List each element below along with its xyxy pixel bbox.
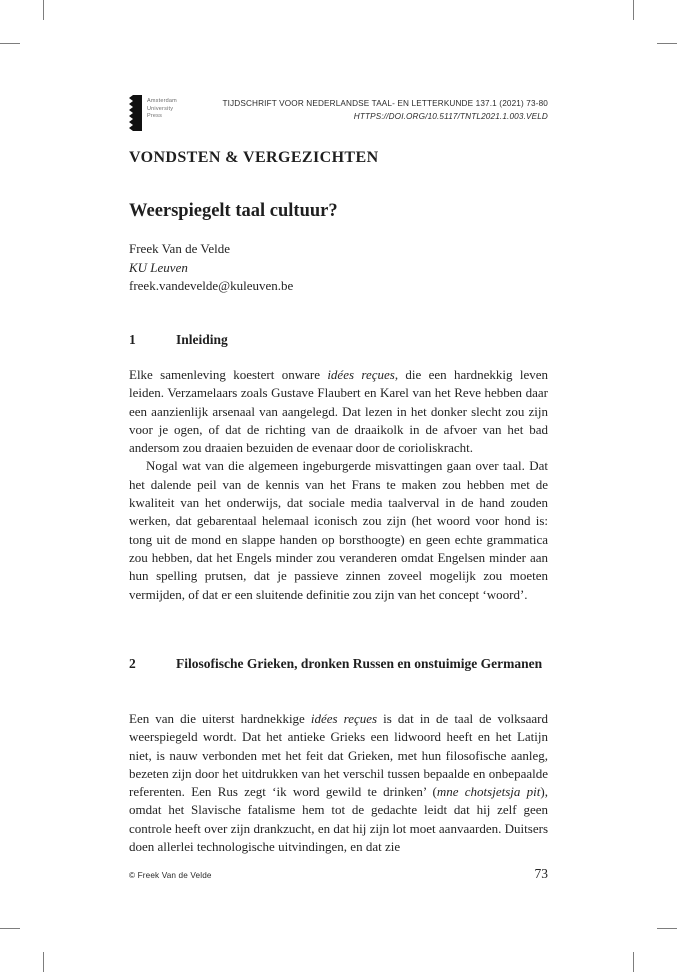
crop-mark-bottom-left-vertical bbox=[43, 952, 44, 972]
crop-mark-bottom-right-vertical bbox=[633, 952, 634, 972]
doi-line: HTTPS://DOI.ORG/10.5117/TNTL2021.1.003.VELD bbox=[353, 112, 548, 121]
section-number: 1 bbox=[129, 332, 136, 347]
section-number: 2 bbox=[129, 656, 136, 671]
section-title: Filosofische Grieken, dronken Russen en onstuimige Germanen bbox=[176, 656, 543, 671]
rubric-label: VONDSTEN & VERGEZICHTEN bbox=[129, 149, 379, 166]
article-title: Weerspiegelt taal cultuur? bbox=[129, 201, 338, 221]
paragraph: Een van die uiterst hardnekkige idées reçues is dat in de taal de volksaard weerspiegeld wordt. Dat het antieke Grieks een lidwoord heeft en het Latijn niet, is nauw verbonden met het feit dat Grieken, met hun filosofische aanleg, bezeten zijn door het uitdrukken van het verschil tussen bepaalde en onbepaalde referenten. Een Rus zegt ‘ik word gewild te drinken’ (mne chotsjetsja pit), omdat het Slavische fatalisme hem tot de gedachte leidt dat hij zelf geen controle heeft over zijn drankzucht, en dat hij zijn lot moet aanvaarden. Duitsers doen allerlei technologische uitvindingen, en dat zie bbox=[129, 711, 548, 855]
publisher-name bbox=[147, 95, 177, 121]
section-heading-2 bbox=[129, 653, 548, 676]
crop-mark-top-right-vertical bbox=[633, 0, 634, 20]
section-heading-1 bbox=[129, 329, 548, 352]
publisher-logo-icon bbox=[129, 95, 142, 131]
journal-header-info bbox=[222, 95, 548, 123]
author-email: freek.vandevelde@kuleuven.be bbox=[129, 278, 294, 294]
page-footer bbox=[129, 866, 548, 882]
section-body-2 bbox=[129, 710, 548, 856]
paragraph: Elke samenleving koestert onware idées reçues, die een hardnekkig leven leiden. Verzamelaars zoals Gustave Flaubert en Karel van het Reve hebben daar een aanzienlijk arsenaal van aangelegd. Dat lezen in het donker slecht zou zijn voor je ogen, of dat de richting van de draaikolk in de afvoer van het bad andersom zou draaien bezuiden de evenaar door de corioliskracht. bbox=[129, 367, 548, 456]
journal-citation-line: TIJDSCHRIFT VOOR NEDERLANDSE TAAL- EN LETTERKUNDE 137.1 (2021) 73-80 bbox=[222, 99, 548, 108]
copyright-notice: © Freek Van de Velde bbox=[129, 871, 212, 880]
author-affiliation: KU Leuven bbox=[129, 259, 188, 275]
section-title: Inleiding bbox=[176, 332, 228, 347]
crop-mark-top-left-horizontal bbox=[0, 43, 20, 44]
crop-mark-bottom-right-horizontal bbox=[657, 928, 677, 929]
author-name: Freek Van de Velde bbox=[129, 241, 230, 256]
paragraph: Nogal wat van die algemeen ingeburgerde misvattingen gaan over taal. Dat het dalende peil van de kennis van het Frans te maken zou hebben met de kwaliteit van het onderwijs, dat sociale media taalverval in de hand zouden werken, dat gebarentaal helemaal iconisch zou zijn (het woord voor hond is: tong uit de mond en slappe handen op borsthoogte) en geen echte grammatica zou hebben, dat het Engels minder zou veranderen omdat Engelsen minder aan hun spelling prutsen, dat je passieve zinnen zoveel mogelijk zou moeten vermijden, of dat er een sluitende definitie zou zijn van het concept ‘woord’. bbox=[129, 458, 548, 602]
crop-mark-top-right-horizontal bbox=[657, 43, 677, 44]
publisher-name-line: Press bbox=[147, 113, 163, 119]
publisher-name-line: Amsterdam bbox=[147, 98, 177, 104]
crop-mark-bottom-left-horizontal bbox=[0, 928, 20, 929]
publisher-name-line: University bbox=[147, 105, 174, 112]
author-block bbox=[129, 240, 548, 296]
page-number: 73 bbox=[534, 866, 548, 881]
section-body-1 bbox=[129, 366, 548, 604]
publisher-logo bbox=[129, 95, 177, 131]
crop-mark-top-left-vertical bbox=[43, 0, 44, 20]
page-header bbox=[129, 95, 548, 131]
